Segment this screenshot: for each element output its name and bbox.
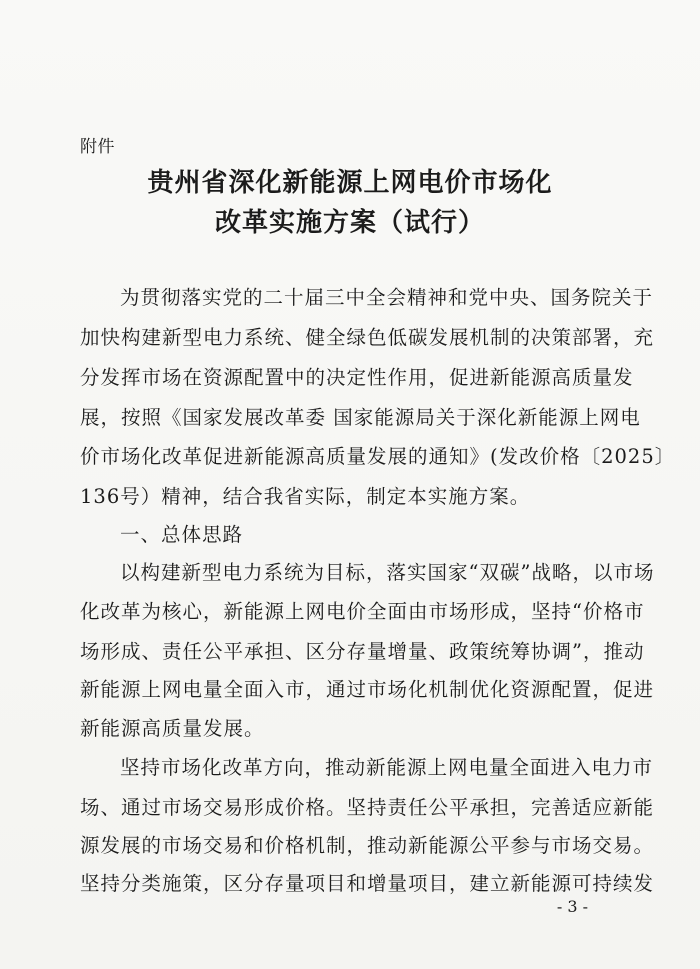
paragraph-3-line-2: 场、通过市场交易形成价格。坚持责任公平承担，完善适应新能 xyxy=(80,796,655,819)
paragraph-1-line-5: 价市场化改革促进新能源高质量发展的通知》(发改价格〔2025〕 xyxy=(80,445,676,468)
document-title-line-2: 改革实施方案（试行） xyxy=(214,208,485,238)
paragraph-2-line-1: 以构建新型电力系统为目标，落实国家“双碳”战略，以市场 xyxy=(120,561,655,584)
annex-label: 附件 xyxy=(80,137,115,157)
paragraph-1-line-4: 展，按照《国家发展改革委 国家能源局关于深化新能源上网电 xyxy=(80,406,641,429)
section-1-heading: 一、总体思路 xyxy=(120,523,244,546)
paragraph-3-line-1: 坚持市场化改革方向，推动新能源上网电量全面进入电力市 xyxy=(120,756,654,779)
paragraph-3-line-4: 坚持分类施策，区分存量项目和增量项目，建立新能源可持续发 xyxy=(80,872,655,895)
paragraph-1-line-3: 分发挥市场在资源配置中的决定性作用，促进新能源高质量发 xyxy=(80,366,634,389)
paragraph-2-line-4: 新能源上网电量全面入市，通过市场化机制优化资源配置，促进 xyxy=(80,678,655,701)
paragraph-2-line-5: 新能源高质量发展。 xyxy=(80,717,265,740)
paragraph-1-line-6: 136号）精神，结合我省实际，制定本实施方案。 xyxy=(80,485,531,508)
paragraph-1-line-2: 加快构建新型电力系统、健全绿色低碳发展机制的决策部署，充 xyxy=(80,326,655,349)
paragraph-1-line-1: 为贯彻落实党的二十届三中全会精神和党中央、国务院关于 xyxy=(120,286,654,309)
paragraph-2-line-2: 化改革为核心，新能源上网电价全面由市场形成，坚持“价格市 xyxy=(80,600,645,623)
page-number: - 3 - xyxy=(556,897,588,916)
paragraph-3-line-3: 源发展的市场交易和价格机制，推动新能源公平参与市场交易。 xyxy=(80,834,655,857)
paragraph-2-line-3: 场形成、责任公平承担、区分存量增量、政策统筹协调”，推动 xyxy=(80,640,645,663)
document-title-line-1: 贵州省深化新能源上网电价市场化 xyxy=(147,168,553,198)
